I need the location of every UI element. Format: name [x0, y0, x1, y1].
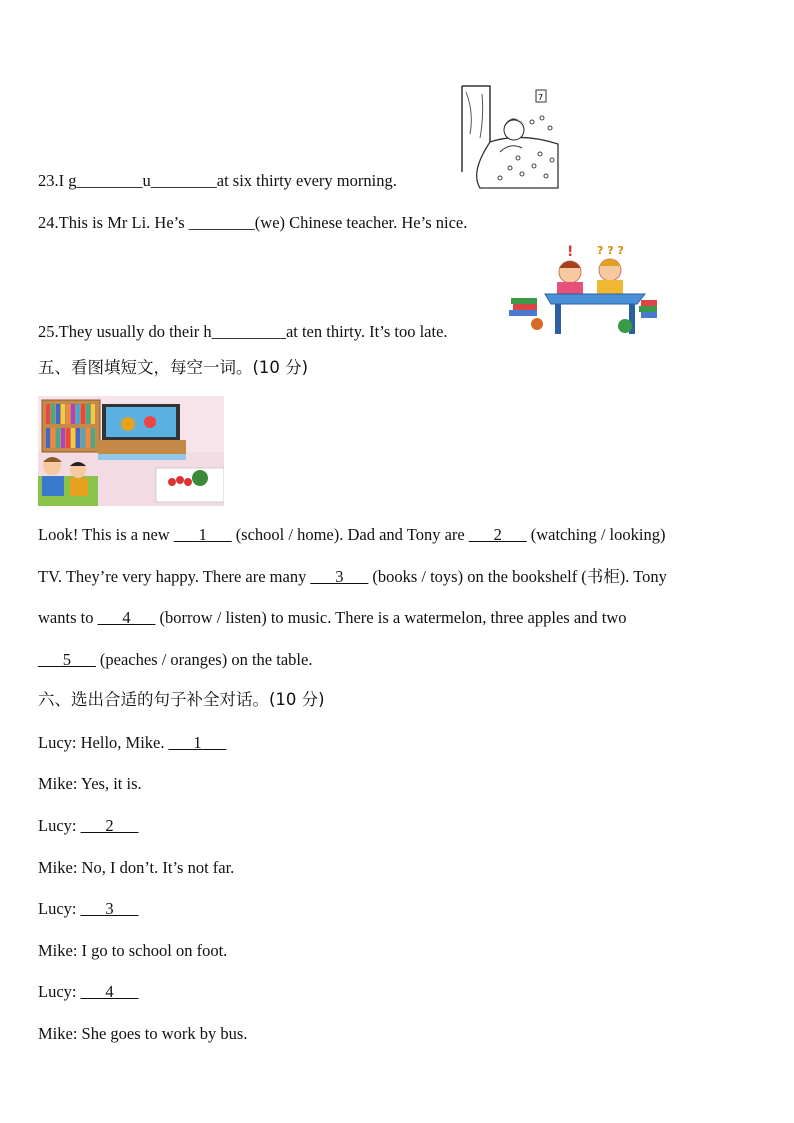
blank-5[interactable]: ___5___ [38, 650, 96, 669]
passage-line-1: Look! This is a new ___1___ (school / home). Dad and Tony are ___2___ (watching / looking) [38, 525, 666, 544]
blank-1[interactable]: ___1___ [173, 525, 232, 544]
blank-2[interactable]: ___2___ [468, 525, 527, 544]
blank-3[interactable]: ___3___ [310, 567, 369, 586]
passage-line-3: wants to ___4___ (borrow / listen) to music. There is a watermelon, three apples and two [38, 608, 627, 627]
dialogue-line: Lucy: ___2___ [38, 816, 139, 835]
dialogue-line: Lucy: ___3___ [38, 899, 139, 918]
homework-illustration [505, 240, 660, 340]
svg-text:!: ! [567, 244, 574, 260]
dialogue-blank[interactable]: ___1___ [168, 733, 227, 752]
dialogue-blank[interactable]: ___4___ [80, 982, 139, 1001]
question-23: 23.I g________u________at six thirty every morning. [38, 171, 397, 190]
dialogue-line: Lucy: Hello, Mike. ___1___ [38, 733, 227, 752]
dialogue-line: Lucy: ___4___ [38, 982, 139, 1001]
dialogue-line: Mike: No, I don’t. It’s not far. [38, 858, 235, 877]
question-25: 25.They usually do their h_________at ten thirty. It’s too late. [38, 322, 448, 341]
svg-text:7: 7 [538, 93, 544, 102]
blank[interactable]: ________ [76, 171, 143, 190]
svg-text:? ? ?: ? ? ? [597, 244, 624, 257]
waking-up-illustration [460, 82, 560, 190]
section-6-title: 六、选出合适的句子补全对话。(10 分) [38, 690, 325, 709]
dialogue-line: Mike: Yes, it is. [38, 774, 142, 793]
dialogue-line: Mike: She goes to work by bus. [38, 1024, 248, 1043]
blank[interactable]: ________ [150, 171, 217, 190]
question-24: 24.This is Mr Li. He’s ________(we) Chinese teacher. He’s nice. [38, 213, 468, 232]
living-room-illustration [38, 396, 224, 506]
dialogue-blank[interactable]: ___2___ [80, 816, 139, 835]
dialogue-blank[interactable]: ___3___ [80, 899, 139, 918]
blank[interactable]: _________ [211, 322, 286, 341]
section-5-title: 五、看图填短文，每空一词。(10 分) [38, 358, 309, 377]
passage-line-2: TV. They’re very happy. There are many ___3___ (books / toys) on the bookshelf (书柜). Tony [38, 567, 667, 586]
blank[interactable]: ________ [188, 213, 255, 232]
dialogue-line: Mike: I go to school on foot. [38, 941, 228, 960]
passage-line-4: ___5___ (peaches / oranges) on the table. [38, 650, 313, 669]
blank-4[interactable]: ___4___ [97, 608, 156, 627]
